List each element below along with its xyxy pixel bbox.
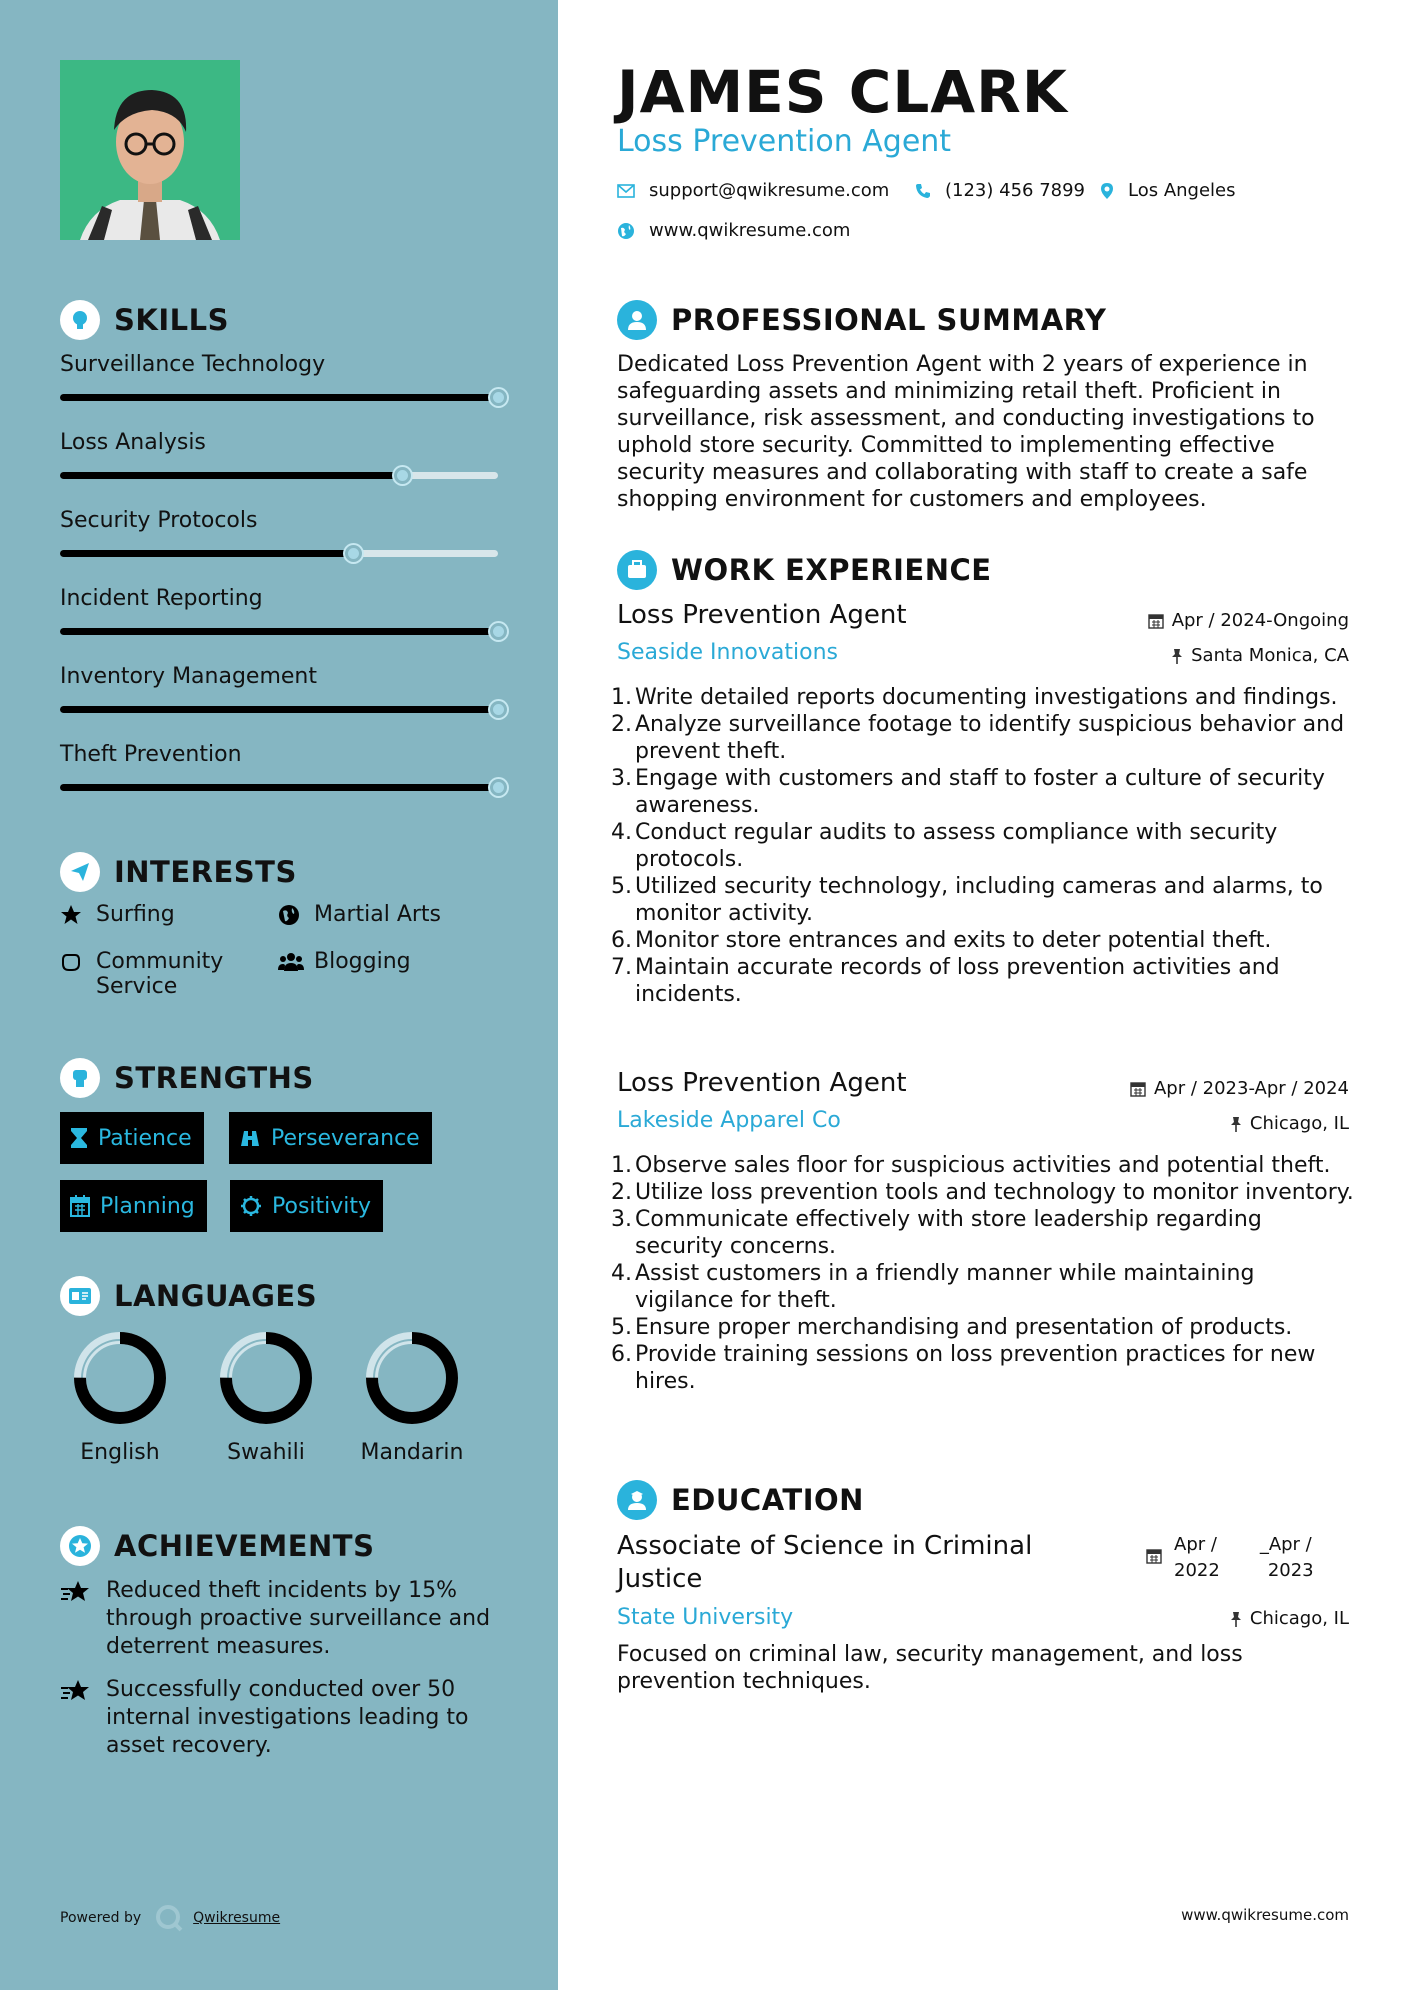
- job-title: Loss Prevention Agent: [617, 600, 907, 630]
- skill-bar: [60, 472, 498, 479]
- candidate-role: Loss Prevention Agent: [617, 124, 952, 159]
- interest-item: [278, 949, 411, 979]
- skill-bar: [60, 784, 498, 791]
- strength-label: Planning: [100, 1193, 195, 1219]
- languages-heading: [60, 1276, 317, 1316]
- star-badge-icon: [60, 1526, 100, 1566]
- duty-item: Maintain accurate records of loss prevention activities and incidents.: [635, 955, 1280, 1007]
- skill-name: Theft Prevention: [60, 742, 242, 767]
- skill-name: Inventory Management: [60, 664, 317, 689]
- job-duties: [615, 1152, 1355, 1395]
- job-company: Lakeside Apparel Co: [617, 1108, 841, 1133]
- skill-item: [60, 430, 510, 455]
- education-title: EDUCATION: [671, 1483, 864, 1517]
- strength-label: Perseverance: [271, 1125, 420, 1151]
- sidebar: [0, 0, 558, 1990]
- interest-item: [60, 902, 175, 932]
- education-degree: Associate of Science in Criminal Justice: [617, 1531, 1033, 1594]
- pushpin-icon: [1230, 1116, 1242, 1132]
- strengths-title: STRENGTHS: [114, 1061, 314, 1095]
- contact-location: [1100, 180, 1236, 201]
- phone-number: (123) 456 7899: [945, 180, 1086, 201]
- skill-bar: [60, 706, 498, 713]
- skill-item: [60, 352, 510, 377]
- skill-bar: [60, 628, 498, 635]
- calendar-icon: [70, 1195, 90, 1217]
- contact-email: [617, 180, 889, 201]
- duty-item: Communicate effectively with store leadership regarding security concerns.: [635, 1207, 1262, 1259]
- interest-label: Blogging: [314, 949, 411, 974]
- skill-fill: [60, 550, 353, 557]
- education-start: Apr / 2022: [1174, 1534, 1220, 1581]
- duty-item: Write detailed reports documenting investigations and findings.: [635, 685, 1338, 710]
- interest-item: [60, 949, 223, 999]
- strength-label: Patience: [98, 1125, 192, 1151]
- pushpin-icon: [1171, 648, 1183, 664]
- skill-knob: [490, 779, 507, 796]
- interests-heading: [60, 852, 297, 892]
- skill-bar: [60, 550, 498, 557]
- duty-item: Observe sales floor for suspicious activities and potential theft.: [635, 1153, 1331, 1178]
- duty-item: Analyze surveillance footage to identify suspicious behavior and prevent theft.: [635, 712, 1345, 764]
- summary-text: Dedicated Loss Prevention Agent with 2 years of experience in safeguarding assets and minimizing retail theft. Proficient in surveillance, risk assessment, and conducting investigations to uphold store security. Committed to implementing effective security measures and collaborating with staff to create a safe shopping environment for customers and employees.: [617, 352, 1315, 512]
- skill-name: Security Protocols: [60, 508, 258, 533]
- email-link[interactable]: support@qwikresume.com: [649, 180, 890, 201]
- duty-item: Monitor store entrances and exits to deter potential theft.: [635, 928, 1272, 953]
- achievement-text: Successfully conducted over 50 internal investigations leading to asset recovery.: [106, 1677, 469, 1758]
- job-location-text: Chicago, IL: [1249, 1113, 1349, 1134]
- job-title: Loss Prevention Agent: [617, 1068, 907, 1098]
- skill-item: [60, 508, 510, 533]
- strength-badge: [230, 1180, 383, 1232]
- interest-label: Community Service: [96, 949, 224, 999]
- language-ring: [364, 1330, 460, 1426]
- skill-knob: [394, 467, 411, 484]
- language-ring: [218, 1330, 314, 1426]
- achievement-item: [60, 1577, 500, 1661]
- skill-bar: [60, 394, 498, 401]
- strength-badge: [229, 1112, 432, 1164]
- website-link[interactable]: www.qwikresume.com: [649, 220, 851, 241]
- hand-icon: [60, 951, 86, 979]
- powered-by-label: Powered by: [60, 1910, 142, 1926]
- language-card-icon: [60, 1276, 100, 1316]
- powered-by: [60, 1904, 280, 1932]
- star-icon: [60, 904, 86, 932]
- achievements-heading: [60, 1526, 374, 1566]
- experience-heading: [617, 550, 992, 590]
- education-location: [1230, 1608, 1349, 1629]
- gear-icon: [240, 1195, 262, 1217]
- language-name: Mandarin: [360, 1440, 464, 1465]
- job-dates-text: Apr / 2024-Ongoing: [1171, 610, 1349, 631]
- envelope-icon: [617, 184, 635, 198]
- skill-knob: [345, 545, 362, 562]
- phone-icon: [915, 183, 931, 199]
- achievement-item: [60, 1676, 500, 1760]
- shooting-star-icon: [60, 1579, 94, 1661]
- summary-title: PROFESSIONAL SUMMARY: [671, 303, 1107, 337]
- skill-name: Surveillance Technology: [60, 352, 326, 377]
- skill-fill: [60, 472, 402, 479]
- duty-item: Provide training sessions on loss prevention practices for new hires.: [635, 1342, 1316, 1394]
- job-company: Seaside Innovations: [617, 640, 838, 665]
- strength-badge: [60, 1112, 204, 1164]
- hourglass-icon: [70, 1127, 88, 1149]
- languages-title: LANGUAGES: [114, 1279, 318, 1313]
- job-dates-text: Apr / 2023-Apr / 2024: [1153, 1078, 1349, 1099]
- user-icon: [617, 300, 657, 340]
- skills-heading: [60, 300, 229, 340]
- skill-item: [60, 586, 510, 611]
- strength-badge: [60, 1180, 207, 1232]
- achievement-text: Reduced theft incidents by 15% through proactive surveillance and deterrent measures.: [106, 1578, 491, 1659]
- duty-item: Utilized security technology, including cameras and alarms, to monitor activity.: [635, 874, 1323, 926]
- lightbulb-icon: [60, 300, 100, 340]
- skill-name: Loss Analysis: [60, 430, 206, 455]
- briefcase-icon: [617, 550, 657, 590]
- education-dates: [1146, 1532, 1314, 1584]
- map-pin-icon: [1100, 182, 1114, 200]
- skill-item: [60, 742, 510, 767]
- duty-item: Engage with customers and staff to foster a culture of security awareness.: [635, 766, 1325, 818]
- interest-item: [278, 902, 441, 932]
- duty-item: Conduct regular audits to assess compliance with security protocols.: [635, 820, 1278, 872]
- shooting-star-icon: [60, 1678, 94, 1760]
- education-school: State University: [617, 1605, 794, 1630]
- education-description: Focused on criminal law, security management, and loss prevention techniques.: [617, 1642, 1243, 1694]
- job-dates: [1130, 1078, 1349, 1099]
- education-end: _Apr / 2023: [1259, 1534, 1314, 1581]
- skills-title: SKILLS: [114, 303, 229, 337]
- job-dates: [1148, 610, 1349, 631]
- skill-fill: [60, 394, 498, 401]
- job-location: [1171, 645, 1349, 666]
- skill-item: [60, 664, 510, 689]
- graduate-icon: [617, 1480, 657, 1520]
- education-heading: [617, 1480, 864, 1520]
- job-location-text: Santa Monica, CA: [1191, 645, 1349, 666]
- job-location: [1230, 1113, 1349, 1134]
- skill-knob: [490, 701, 507, 718]
- language-item: [60, 1330, 180, 1465]
- achievements-title: ACHIEVEMENTS: [114, 1529, 375, 1563]
- interest-label: Martial Arts: [314, 902, 442, 927]
- fist-icon: [60, 1058, 100, 1098]
- users-icon: [278, 951, 304, 979]
- language-name: English: [80, 1440, 160, 1465]
- globe-icon: [617, 222, 635, 240]
- paper-plane-icon: [60, 852, 100, 892]
- qwikresume-logo-icon: [155, 1904, 183, 1932]
- duty-item: Utilize loss prevention tools and technology to monitor inventory.: [635, 1180, 1354, 1205]
- duty-item: Assist customers in a friendly manner while maintaining vigilance for theft.: [635, 1261, 1255, 1313]
- calendar-icon: [1130, 1081, 1146, 1097]
- calendar-icon: [1148, 613, 1164, 629]
- globe-icon: [278, 904, 304, 932]
- language-name: Swahili: [227, 1440, 305, 1465]
- experience-title: WORK EXPERIENCE: [671, 553, 992, 587]
- qwikresume-link[interactable]: Qwikresume: [193, 1910, 281, 1926]
- profile-photo: [60, 60, 240, 240]
- skill-name: Incident Reporting: [60, 586, 263, 611]
- location-text: Los Angeles: [1128, 180, 1236, 201]
- strengths-heading: [60, 1058, 314, 1098]
- footer-url[interactable]: www.qwikresume.com: [1181, 1906, 1349, 1924]
- calendar-icon: [1146, 1548, 1162, 1584]
- language-item: [206, 1330, 326, 1465]
- strength-label: Positivity: [272, 1193, 372, 1219]
- skill-fill: [60, 706, 498, 713]
- candidate-name: JAMES CLARK: [617, 58, 1068, 126]
- interests-title: INTERESTS: [114, 855, 297, 889]
- binoculars-icon: [239, 1128, 261, 1148]
- skill-fill: [60, 628, 498, 635]
- summary-heading: [617, 300, 1106, 340]
- pushpin-icon: [1230, 1611, 1242, 1627]
- duty-item: Ensure proper merchandising and presentation of products.: [635, 1315, 1293, 1340]
- skill-knob: [490, 389, 507, 406]
- skill-knob: [490, 623, 507, 640]
- language-ring: [72, 1330, 168, 1426]
- skill-fill: [60, 784, 498, 791]
- language-item: [352, 1330, 472, 1465]
- education-location-text: Chicago, IL: [1249, 1608, 1349, 1629]
- contact-website: [617, 220, 850, 241]
- job-duties: [615, 684, 1355, 1008]
- interest-label: Surfing: [96, 902, 175, 927]
- contact-phone: [915, 180, 1085, 201]
